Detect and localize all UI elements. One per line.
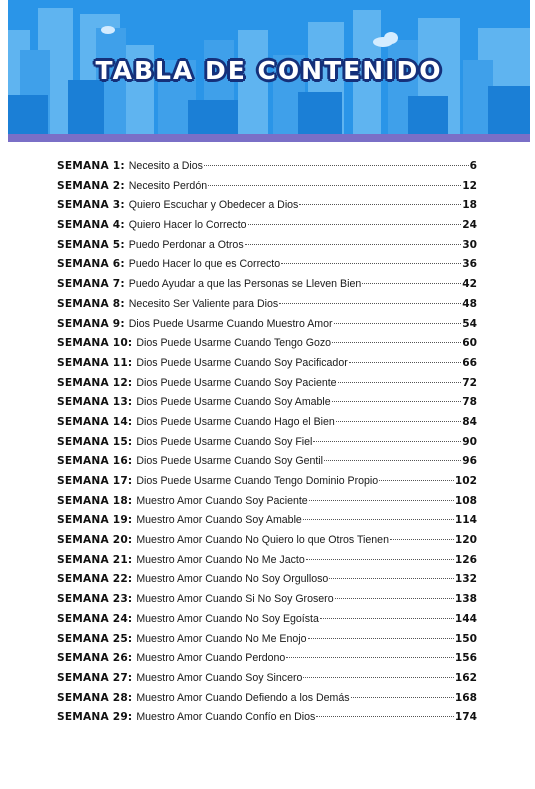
toc-page-number: 24	[462, 219, 477, 232]
toc-row[interactable]	[57, 672, 477, 692]
toc-week-label: SEMANA 24:	[57, 612, 133, 625]
toc-entry-title: Muestro Amor Cuando No Soy Orgulloso	[136, 573, 329, 586]
toc-entry-title: Muestro Amor Cuando No Quiero lo que Otros Tienen	[136, 534, 389, 547]
toc-dot-leader	[306, 559, 454, 560]
toc-page-number: 12	[462, 179, 477, 192]
toc-page-number: 126	[454, 553, 477, 566]
toc-week-label: SEMANA 11:	[57, 356, 133, 369]
toc-dot-leader	[316, 716, 454, 717]
toc-page-number: 144	[454, 612, 477, 625]
toc-page-number: 102	[454, 475, 477, 487]
toc-dot-leader	[351, 697, 454, 698]
toc-row[interactable]	[57, 298, 477, 318]
toc-entry-title: Puedo Ayudar a que las Personas se Lleven Bien	[128, 278, 362, 291]
toc-entry-title: Quiero Escuchar y Obedecer a Dios	[128, 199, 299, 212]
toc-row[interactable]	[57, 613, 477, 633]
toc-week-label: SEMANA 2:	[57, 179, 125, 192]
toc-page-number: 78	[462, 396, 477, 409]
toc-entry-title: Dios Puede Usarme Cuando Muestro Amor	[128, 317, 333, 330]
toc-dot-leader	[208, 185, 461, 186]
toc-week-label: SEMANA 1:	[57, 160, 125, 172]
toc-entry-title: Muestro Amor Cuando Si No Soy Grosero	[136, 593, 334, 606]
toc-dot-leader	[248, 224, 462, 225]
toc-week-label: SEMANA 14:	[57, 415, 133, 428]
toc-page-number: 84	[462, 415, 477, 428]
toc-row[interactable]	[57, 455, 477, 475]
toc-page-number: 156	[454, 652, 477, 665]
toc-row[interactable]	[57, 436, 477, 456]
toc-entry-title: Muestro Amor Cuando Soy Sincero	[136, 671, 303, 684]
toc-page-number: 150	[454, 632, 477, 645]
toc-page-number: 120	[454, 534, 477, 547]
toc-entry-title: Puedo Hacer lo que es Correcto	[128, 258, 281, 271]
toc-dot-leader	[379, 480, 454, 481]
toc-row[interactable]	[57, 377, 477, 397]
toc-row[interactable]	[57, 475, 477, 495]
toc-dot-leader	[332, 342, 461, 343]
toc-week-label: SEMANA 16:	[57, 455, 133, 468]
toc-page-number: 6	[469, 160, 477, 172]
toc-week-label: SEMANA 23:	[57, 593, 133, 606]
toc-row[interactable]	[57, 534, 477, 554]
toc-row[interactable]	[57, 160, 477, 180]
toc-entry-title: Dios Puede Usarme Cuando Soy Fiel	[136, 435, 313, 448]
toc-dot-leader	[303, 677, 453, 678]
toc-week-label: SEMANA 21:	[57, 553, 133, 566]
toc-row[interactable]	[57, 357, 477, 377]
toc-week-label: SEMANA 4:	[57, 219, 125, 232]
toc-dot-leader	[334, 323, 462, 324]
toc-entry-title: Muestro Amor Cuando No Soy Egoísta	[136, 612, 319, 625]
toc-row[interactable]	[57, 514, 477, 534]
toc-entry-title: Puedo Perdonar a Otros	[128, 238, 244, 251]
toc-page-number: 132	[454, 573, 477, 586]
toc-dot-leader	[338, 382, 462, 383]
toc-page-number: 114	[454, 514, 477, 527]
toc-page-number: 108	[454, 494, 477, 507]
toc-dot-leader	[245, 244, 462, 245]
toc-entry-title: Muestro Amor Cuando Soy Paciente	[136, 494, 308, 507]
toc-week-label: SEMANA 3:	[57, 199, 125, 212]
toc-week-label: SEMANA 7:	[57, 278, 125, 291]
toc-row[interactable]	[57, 239, 477, 259]
toc-week-label: SEMANA 13:	[57, 396, 133, 409]
toc-week-label: SEMANA 12:	[57, 376, 133, 389]
toc-entry-title: Dios Puede Usarme Cuando Soy Pacificador	[136, 356, 348, 369]
toc-week-label: SEMANA 9:	[57, 317, 125, 330]
toc-row[interactable]	[57, 633, 477, 653]
toc-page-number: 90	[462, 435, 477, 448]
toc-row[interactable]	[57, 416, 477, 436]
toc-entry-title: Muestro Amor Cuando No Me Jacto	[136, 553, 305, 566]
toc-row[interactable]	[57, 652, 477, 672]
toc-entry-title: Necesito a Dios	[128, 160, 203, 172]
toc-dot-leader	[308, 638, 454, 639]
toc-page-number: 48	[462, 297, 477, 310]
toc-entry-title: Dios Puede Usarme Cuando Soy Amable	[136, 396, 331, 409]
toc-entry-title: Muestro Amor Cuando Soy Amable	[136, 514, 302, 527]
toc-page-number: 60	[462, 337, 477, 350]
toc-row[interactable]	[57, 199, 477, 219]
toc-entry-title: Quiero Hacer lo Correcto	[128, 219, 247, 232]
toc-week-label: SEMANA 19:	[57, 514, 133, 527]
toc-dot-leader	[335, 598, 454, 599]
toc-dot-leader	[286, 657, 454, 658]
toc-entry-title: Necesito Perdón	[128, 179, 208, 192]
toc-entry-title: Muestro Amor Cuando Perdono	[136, 652, 286, 665]
toc-page-number: 96	[462, 455, 477, 468]
toc-dot-leader	[204, 165, 469, 166]
toc-entry-title: Muestro Amor Cuando Defiendo a los Demás	[136, 691, 350, 704]
header-banner	[8, 0, 530, 142]
toc-week-label: SEMANA 15:	[57, 435, 133, 448]
toc-week-label: SEMANA 5:	[57, 238, 125, 251]
toc-dot-leader	[362, 283, 461, 284]
table-of-contents	[57, 160, 477, 731]
toc-row[interactable]	[57, 278, 477, 298]
toc-dot-leader	[303, 519, 454, 520]
toc-row[interactable]	[57, 180, 477, 200]
header-divider-band	[8, 134, 530, 142]
toc-dot-leader	[390, 539, 454, 540]
toc-week-label: SEMANA 26:	[57, 652, 133, 665]
toc-entry-title: Necesito Ser Valiente para Dios	[128, 297, 279, 310]
toc-entry-title: Dios Puede Usarme Cuando Soy Gentil	[136, 455, 324, 468]
toc-entry-title: Dios Puede Usarme Cuando Soy Paciente	[136, 376, 337, 389]
toc-page-number: 18	[462, 199, 477, 212]
toc-entry-title: Muestro Amor Cuando Confío en Dios	[136, 711, 316, 724]
toc-row[interactable]	[57, 554, 477, 574]
toc-dot-leader	[279, 303, 461, 304]
toc-page-number: 30	[462, 238, 477, 251]
toc-week-label: SEMANA 29:	[57, 711, 133, 724]
toc-page-number: 138	[454, 593, 477, 606]
toc-row[interactable]	[57, 593, 477, 613]
toc-page-number: 54	[462, 317, 477, 330]
toc-page-number: 66	[462, 356, 477, 369]
toc-dot-leader	[299, 204, 461, 205]
toc-dot-leader	[336, 421, 461, 422]
toc-page-number: 162	[454, 671, 477, 684]
toc-dot-leader	[349, 362, 462, 363]
toc-page-number: 174	[454, 711, 477, 724]
toc-week-label: SEMANA 27:	[57, 671, 133, 684]
toc-dot-leader	[329, 578, 454, 579]
toc-row[interactable]	[57, 318, 477, 338]
toc-row[interactable]	[57, 711, 477, 731]
toc-week-label: SEMANA 8:	[57, 297, 125, 310]
toc-dot-leader	[309, 500, 454, 501]
toc-row[interactable]	[57, 337, 477, 357]
toc-week-label: SEMANA 28:	[57, 691, 133, 704]
toc-page-number: 168	[454, 691, 477, 704]
toc-row[interactable]	[57, 219, 477, 239]
toc-week-label: SEMANA 17:	[57, 475, 133, 487]
toc-row[interactable]	[57, 396, 477, 416]
toc-entry-title: Dios Puede Usarme Cuando Tengo Dominio Propio	[136, 475, 379, 487]
toc-dot-leader	[281, 263, 461, 264]
toc-page-number: 72	[462, 376, 477, 389]
toc-dot-leader	[313, 441, 461, 442]
toc-week-label: SEMANA 10:	[57, 337, 133, 350]
toc-row[interactable]	[57, 573, 477, 593]
toc-week-label: SEMANA 18:	[57, 494, 133, 507]
toc-entry-title: Dios Puede Usarme Cuando Tengo Gozo	[136, 337, 332, 350]
toc-page-number: 36	[462, 258, 477, 271]
page-title: TABLA DE CONTENIDO	[95, 56, 443, 85]
toc-page-number: 42	[462, 278, 477, 291]
toc-dot-leader	[332, 401, 462, 402]
toc-week-label: SEMANA 22:	[57, 573, 133, 586]
toc-week-label: SEMANA 6:	[57, 258, 125, 271]
toc-row[interactable]	[57, 692, 477, 712]
toc-week-label: SEMANA 20:	[57, 534, 133, 547]
toc-entry-title: Dios Puede Usarme Cuando Hago el Bien	[136, 415, 335, 428]
toc-entry-title: Muestro Amor Cuando No Me Enojo	[136, 632, 307, 645]
toc-row[interactable]	[57, 495, 477, 515]
toc-dot-leader	[324, 460, 461, 461]
toc-week-label: SEMANA 25:	[57, 632, 133, 645]
toc-row[interactable]	[57, 258, 477, 278]
toc-dot-leader	[320, 618, 454, 619]
